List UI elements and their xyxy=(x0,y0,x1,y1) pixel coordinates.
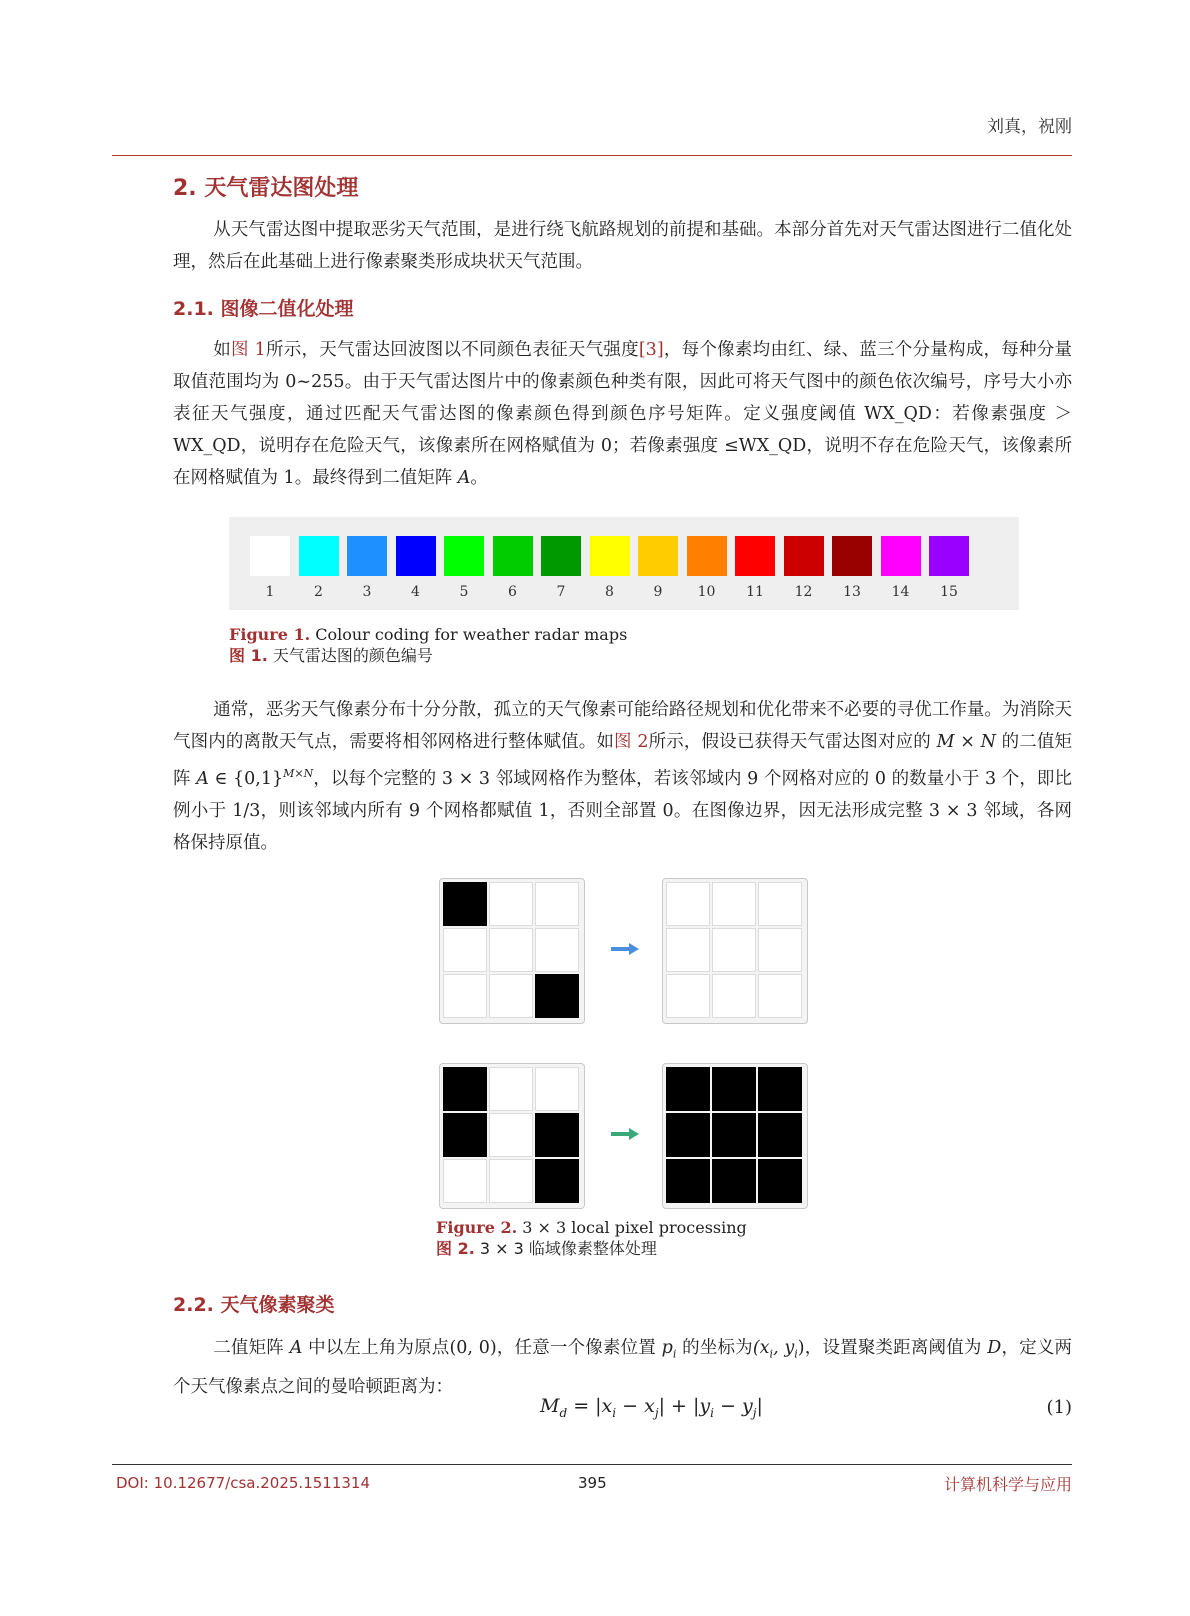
paragraph-intro xyxy=(173,214,1072,278)
text-fragment: 二值矩阵 xyxy=(213,1338,290,1358)
paragraph-intro-text: 从天气雷达图中提取恶劣天气范围，是进行绕飞航路规划的前提和基础。本部分首先对天气雷达图进行二值化处理，然后在此基础上进行像素聚类形成块状天气范围。 xyxy=(173,220,1072,272)
math-var: (x xyxy=(752,1338,770,1358)
caption-label: Figure 1. xyxy=(229,625,311,644)
text-fragment: 中以左上角为原点(0, 0)，任意一个像素位置 xyxy=(302,1338,662,1358)
color-swatch-10 xyxy=(687,536,727,576)
color-swatch-11 xyxy=(735,536,775,576)
math-expr: − y xyxy=(713,1395,753,1417)
swatch-number: 7 xyxy=(556,584,566,600)
caption-label: Figure 2. xyxy=(436,1218,518,1237)
text-fragment: 的坐标为 xyxy=(676,1338,753,1358)
grid-before-2 xyxy=(439,1063,585,1209)
swatch-number: 10 xyxy=(697,584,716,600)
color-swatch-9 xyxy=(638,536,678,576)
swatch-number: 2 xyxy=(314,584,323,600)
math-subscript: j xyxy=(654,1405,659,1420)
math-subscript: i xyxy=(672,1347,677,1361)
swatch-number: 9 xyxy=(653,584,663,600)
text-fragment: ，定义两个天气像素点之间的曼哈顿距离为： xyxy=(173,1338,1073,1397)
equation-number: (1) xyxy=(1046,1397,1072,1418)
arrow-right-icon xyxy=(611,943,639,955)
swatch-number: 12 xyxy=(794,584,813,600)
caption-label: 图 2. xyxy=(436,1239,475,1258)
grid-before-1 xyxy=(439,878,585,1024)
caption-label: 图 1. xyxy=(229,646,268,665)
grid-cell xyxy=(758,974,802,1018)
swatch-number: 5 xyxy=(459,584,469,600)
grid-cell xyxy=(666,1159,710,1203)
footer-page-number: 395 xyxy=(578,1474,607,1492)
paragraph-clustering xyxy=(173,1332,1072,1403)
paragraph-binarization xyxy=(173,334,1072,494)
math-expr: | xyxy=(756,1395,763,1417)
section-2-2-heading: 2.2. 天气像素聚类 xyxy=(173,1294,335,1316)
math-subscript: i xyxy=(769,1347,774,1361)
grid-after-2 xyxy=(662,1063,808,1209)
grid-cell xyxy=(535,882,579,926)
color-swatch-13 xyxy=(832,536,872,576)
math-subscript: i xyxy=(710,1405,714,1420)
math-var: A xyxy=(196,768,209,789)
footer-divider xyxy=(112,1464,1072,1465)
section-2-heading: 2. 天气雷达图处理 xyxy=(173,176,359,201)
color-swatch-6 xyxy=(493,536,533,576)
grid-cell xyxy=(712,974,756,1018)
color-swatch-row xyxy=(250,536,990,600)
math-subscript: j xyxy=(752,1405,757,1420)
text-fragment: ，以每个完整的 3 × 3 邻域网格作为整体，若该邻域内 9 个网格对应的 0 的数量小于 3 个，即比例小于 1/3，则该邻域内所有 9 个网格都赋值 1，否则全部置 0。在图像边界，因无法形成完整 3 × 3 邻域，各网格保持原值。 xyxy=(173,768,1072,853)
grid-cell xyxy=(535,1067,579,1111)
caption-text: 3 × 3 local pixel processing xyxy=(517,1218,747,1237)
grid-cell xyxy=(666,882,710,926)
color-swatch-7 xyxy=(541,536,581,576)
grid-cell xyxy=(535,1159,579,1203)
caption-text: Colour coding for weather radar maps xyxy=(310,625,628,644)
grid-cell xyxy=(489,1113,533,1157)
grid-cell xyxy=(443,1159,487,1203)
arrow-right-icon xyxy=(611,1128,639,1140)
math-subscript: i xyxy=(794,1347,798,1361)
grid-cell xyxy=(666,974,710,1018)
color-swatch-15 xyxy=(929,536,969,576)
grid-cell xyxy=(666,928,710,972)
math-var: p xyxy=(661,1338,673,1358)
math-var: N xyxy=(980,732,996,752)
grid-cell xyxy=(489,882,533,926)
text-fragment: 。 xyxy=(470,468,488,488)
math-var: ) xyxy=(797,1338,805,1358)
text-fragment: 通常，恶劣天气像素分布十分分散，孤立的天气像素可能给路径规划和优化带来不必要的寻优工作量。为消除天气图内的离散天气点，需要将相邻网格进行整体赋值。如 xyxy=(173,700,1072,752)
grid-cell xyxy=(443,1113,487,1157)
grid-cell xyxy=(758,1113,802,1157)
text-fragment: ，每个像素均由红、绿、蓝三个分量构成，每种分量取值范围均为 0~255。由于天气雷达图片中的像素颜色种类有限，因此可将天气图中的颜色依次编号，序号大小亦表征天气强度，通过匹配天气雷达图的像素颜色得到颜色序号矩阵。定义强度阈值 WX_QD：若像素强度 ＞WX_QD，说明存在危险天气，该像素所在网格赋值为 0；若像素强度 ≤WX_QD，说明不存在危险天气，该像素所在网格赋值为 1。最终得到二值矩阵 xyxy=(173,340,1073,488)
grid-cell xyxy=(712,1159,756,1203)
text-fragment: 所示，天气雷达回波图以不同颜色表征天气强度 xyxy=(265,340,639,360)
header-divider xyxy=(112,155,1072,156)
grid-after-1 xyxy=(662,878,808,1024)
grid-cell xyxy=(443,882,487,926)
math-expr: − x xyxy=(616,1395,655,1417)
footer-journal-name: 计算机科学与应用 xyxy=(943,1475,1072,1494)
grid-cell xyxy=(712,1113,756,1157)
swatch-number: 8 xyxy=(605,584,614,600)
grid-cell xyxy=(443,1067,487,1111)
caption-text: 3 × 3 临域像素整体处理 xyxy=(474,1239,657,1258)
swatch-number: 4 xyxy=(411,584,420,600)
swatch-number: 15 xyxy=(940,584,958,600)
grid-cell xyxy=(712,882,756,926)
color-swatch-14 xyxy=(881,536,921,576)
section-2-1-heading: 2.1. 图像二值化处理 xyxy=(173,298,354,320)
citation-link[interactable]: [3] xyxy=(638,340,664,360)
swatch-number: 6 xyxy=(508,584,517,600)
figure-1-caption xyxy=(229,624,627,666)
grid-cell xyxy=(758,882,802,926)
math-var: M xyxy=(936,732,955,752)
header-authors: 刘真，祝刚 xyxy=(987,117,1072,137)
math-var: D xyxy=(987,1338,1002,1358)
grid-cell xyxy=(535,1113,579,1157)
figure-2-link[interactable]: 图 2 xyxy=(614,732,649,752)
grid-cell xyxy=(535,928,579,972)
math-expr: | + |y xyxy=(658,1395,711,1417)
text-fragment: 所示，假设已获得天气雷达图对应的 xyxy=(648,732,937,752)
grid-cell xyxy=(758,1159,802,1203)
math-var: A xyxy=(457,468,471,488)
swatch-number: 14 xyxy=(891,584,910,600)
footer-doi-link[interactable]: DOI: 10.12677/csa.2025.1511314 xyxy=(116,1474,370,1492)
figure-2-caption xyxy=(436,1217,747,1259)
math-expr: = |x xyxy=(567,1395,613,1417)
grid-cell xyxy=(712,1067,756,1111)
grid-cell xyxy=(443,928,487,972)
swatch-number: 1 xyxy=(265,584,275,600)
grid-cell xyxy=(489,1067,533,1111)
color-swatch-12 xyxy=(784,536,824,576)
grid-cell xyxy=(443,974,487,1018)
grid-cell xyxy=(535,974,579,1018)
math-superscript: M×N xyxy=(283,767,314,780)
caption-text: 天气雷达图的颜色编号 xyxy=(267,646,433,665)
figure-1-link[interactable]: 图 1 xyxy=(231,340,266,360)
equation-manhattan xyxy=(540,1395,763,1420)
swatch-number: 3 xyxy=(362,584,372,600)
color-swatch-8 xyxy=(590,536,630,576)
math-var: M xyxy=(540,1395,560,1417)
grid-cell xyxy=(489,928,533,972)
math-subscript: d xyxy=(559,1405,568,1420)
text-fragment: ，设置聚类距离阈值为 xyxy=(804,1338,988,1358)
math-var: , y xyxy=(773,1338,795,1358)
math-subscript: i xyxy=(612,1405,617,1420)
text-fragment: × xyxy=(954,732,981,752)
grid-cell xyxy=(489,1159,533,1203)
color-swatch-3 xyxy=(347,536,387,576)
swatch-number: 11 xyxy=(746,584,764,600)
grid-cell xyxy=(758,1067,802,1111)
grid-cell xyxy=(758,928,802,972)
color-swatch-1 xyxy=(250,536,290,576)
grid-cell xyxy=(666,1113,710,1157)
color-swatch-5 xyxy=(444,536,484,576)
grid-cell xyxy=(666,1067,710,1111)
swatch-number: 13 xyxy=(843,584,861,600)
math-var: A xyxy=(289,1338,303,1358)
grid-cell xyxy=(712,928,756,972)
grid-cell xyxy=(489,974,533,1018)
math-set: ∈ {0,1} xyxy=(208,768,284,789)
text-fragment: 的二值矩阵 xyxy=(173,732,1073,789)
paragraph-neighborhood xyxy=(173,694,1072,859)
text-fragment: 如 xyxy=(213,340,232,360)
color-swatch-2 xyxy=(299,536,339,576)
color-swatch-4 xyxy=(396,536,436,576)
